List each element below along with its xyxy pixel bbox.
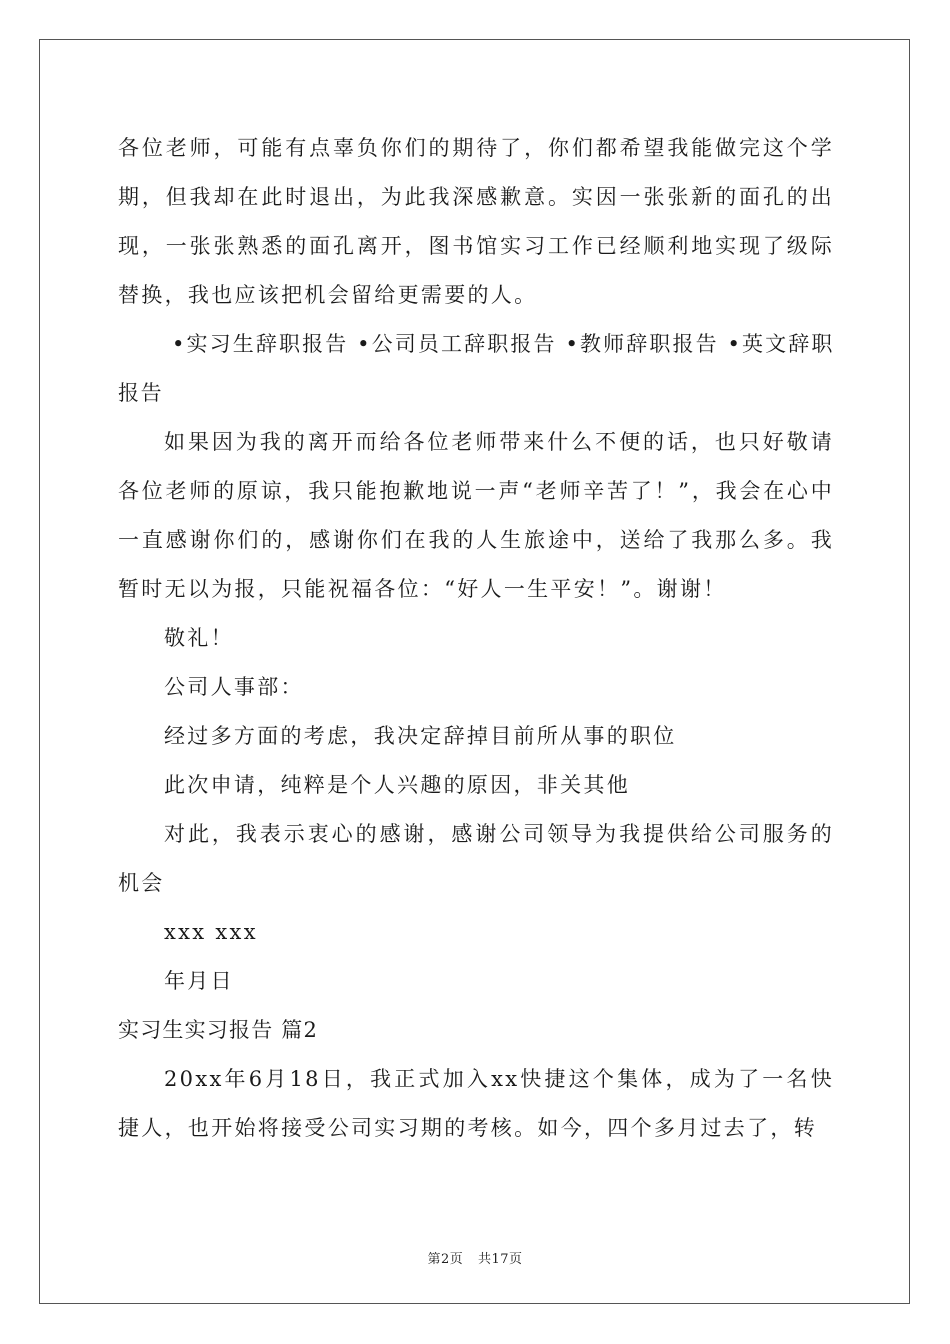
paragraph-thanks: 如果因为我的离开而给各位老师带来什么不便的话，也只好敬请各位老师的原谅，我只能抱歉地说一声“老师辛苦了！”，我会在心中一直感谢你们的，感谢你们在我的人生旅途中，送给了我那么多。我暂时无以为报，只能祝福各位：“好人一生平安！”。谢谢！ bbox=[118, 430, 834, 601]
date-line: 年月日 bbox=[164, 969, 234, 993]
section-title: 实习生实习报告 篇2 bbox=[118, 1018, 319, 1042]
paragraph-internship-intro: 20xx年6月18日，我正式加入xx快捷这个集体，成为了一名快捷人，也开始将接受公司实习期的考核。如今，四个多月过去了，转 bbox=[118, 1067, 834, 1140]
salutation: 敬礼！ bbox=[164, 626, 234, 650]
document-body bbox=[118, 124, 834, 1153]
page-total: 共17页 bbox=[477, 1252, 523, 1267]
page-footer bbox=[0, 1248, 950, 1267]
addressee: 公司人事部： bbox=[164, 675, 304, 699]
paragraph-reason: 此次申请，纯粹是个人兴趣的原因，非关其他 bbox=[164, 773, 630, 797]
paragraph-decision: 经过多方面的考虑，我决定辞掉目前所从事的职位 bbox=[164, 724, 677, 748]
paragraph-resignation-apology: 各位老师，可能有点辜负你们的期待了，你们都希望我能做完这个学期，但我却在此时退出，为此我深感歉意。实因一张张新的面孔的出现，一张张熟悉的面孔离开，图书馆实习工作已经顺利地实现了级际替换，我也应该把机会留给更需要的人。 bbox=[118, 136, 834, 307]
page-number: 第2页 bbox=[427, 1252, 464, 1267]
signature: xxx xxx bbox=[164, 920, 258, 944]
related-links[interactable]: •实习生辞职报告 •公司员工辞职报告 •教师辞职报告 •英文辞职报告 bbox=[118, 332, 834, 405]
paragraph-gratitude: 对此，我表示衷心的感谢，感谢公司领导为我提供给公司服务的机会 bbox=[118, 822, 834, 895]
